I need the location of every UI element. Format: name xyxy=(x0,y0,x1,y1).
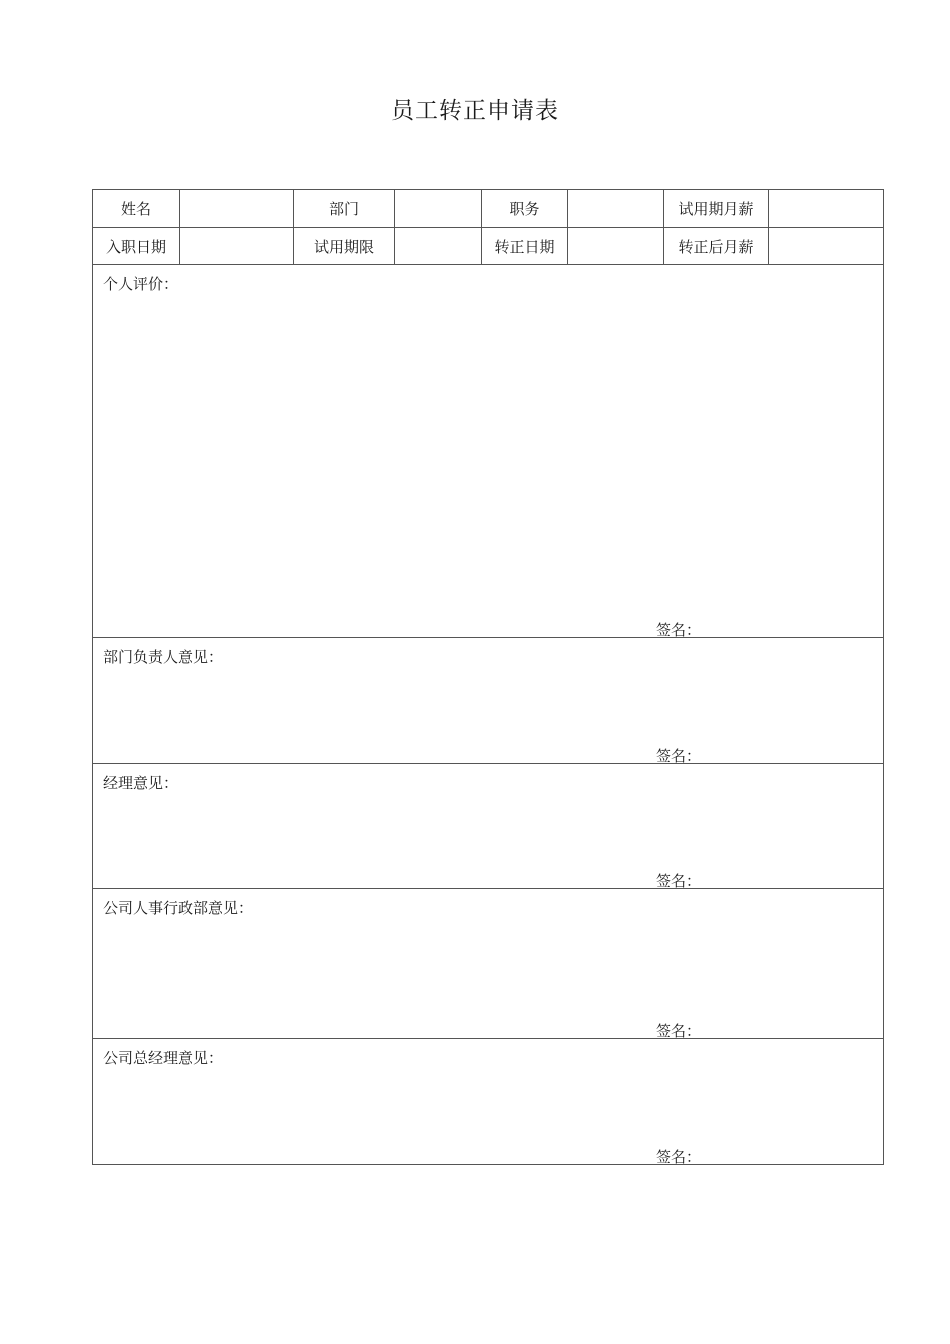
label-confirmation-date: 转正日期 xyxy=(482,228,568,264)
info-row-2 xyxy=(93,228,883,265)
signature-label: 签名： xyxy=(656,1022,702,1040)
section-self-evaluation[interactable] xyxy=(93,265,883,638)
info-row-1 xyxy=(93,190,883,228)
section-hr-admin-opinion[interactable] xyxy=(93,889,883,1039)
field-department[interactable] xyxy=(395,190,482,227)
section-label: 公司人事行政部意见： xyxy=(103,899,254,917)
label-name: 姓名 xyxy=(93,190,180,227)
section-manager-opinion[interactable] xyxy=(93,764,883,889)
field-position[interactable] xyxy=(568,190,664,227)
section-label: 个人评价： xyxy=(103,275,179,293)
label-probation-period: 试用期限 xyxy=(294,228,395,264)
section-dept-head-opinion[interactable] xyxy=(93,638,883,764)
label-post-confirmation-salary: 转正后月薪 xyxy=(664,228,769,264)
label-probation-salary: 试用期月薪 xyxy=(664,190,769,227)
signature-label: 签名： xyxy=(656,872,702,890)
signature-label: 签名： xyxy=(656,621,702,639)
section-gm-opinion[interactable] xyxy=(93,1039,883,1164)
field-confirmation-date[interactable] xyxy=(568,228,664,264)
page-title: 员工转正申请表 xyxy=(391,98,559,124)
label-hire-date: 入职日期 xyxy=(93,228,180,264)
section-label: 部门负责人意见： xyxy=(103,648,224,666)
field-name[interactable] xyxy=(180,190,294,227)
field-hire-date[interactable] xyxy=(180,228,294,264)
field-post-confirmation-salary[interactable] xyxy=(769,228,883,264)
field-probation-salary[interactable] xyxy=(769,190,883,227)
label-position: 职务 xyxy=(482,190,568,227)
section-label: 公司总经理意见： xyxy=(103,1049,224,1067)
signature-label: 签名： xyxy=(656,1148,702,1166)
field-probation-period[interactable] xyxy=(395,228,482,264)
label-department: 部门 xyxy=(294,190,395,227)
signature-label: 签名： xyxy=(656,747,702,765)
application-form xyxy=(92,189,884,1165)
section-label: 经理意见： xyxy=(103,774,179,792)
